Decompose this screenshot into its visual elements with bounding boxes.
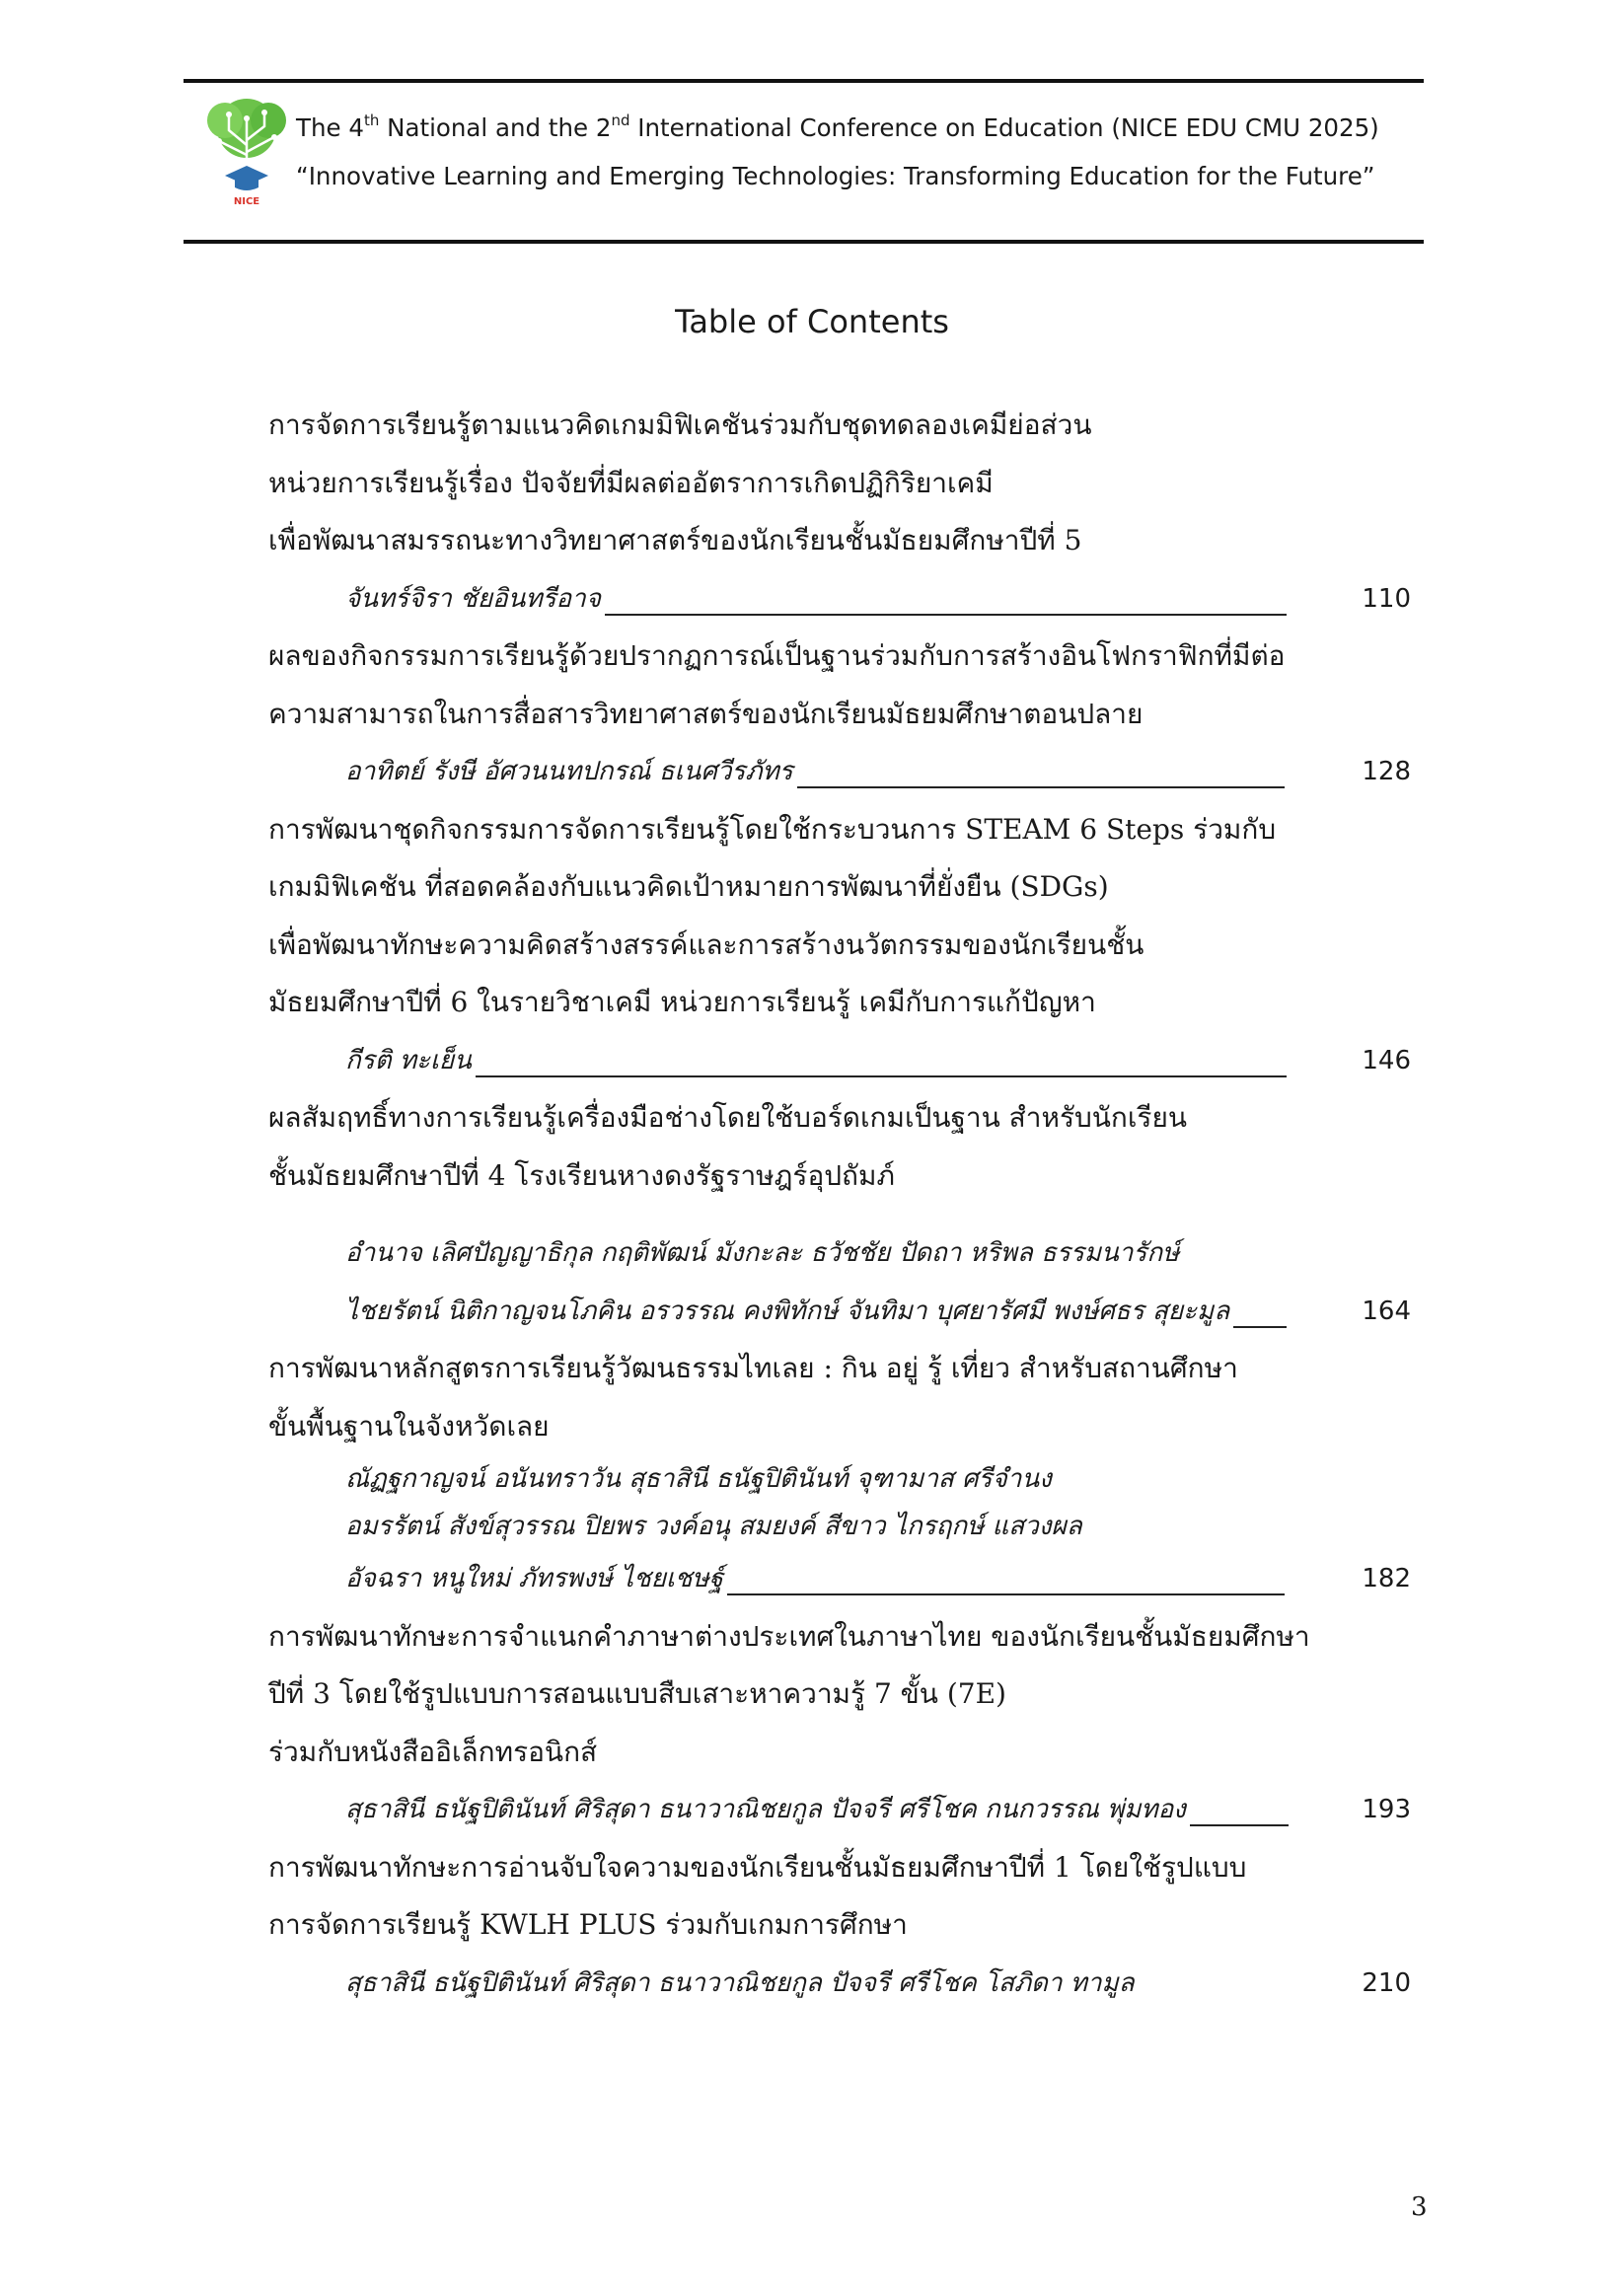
toc-leader-line bbox=[1190, 1824, 1289, 1826]
toc-entry[interactable] bbox=[268, 801, 1413, 1090]
logo-tree-crown-left bbox=[207, 103, 243, 138]
toc-entry-title-line: ขั้นพื้นฐานในจังหวัดเลย bbox=[268, 1409, 550, 1443]
toc-entry-authors: อัจฉรา หนูใหม่ ภัทรพงษ์ ไชยเชษฐ์ bbox=[345, 1564, 723, 1593]
toc-page-number: 128 bbox=[1362, 757, 1411, 786]
toc-entry-title-line: ชั้นมัธยมศึกษาปีที่ 4 โรงเรียนหางดงรัฐราษฎร์อุปถัมภ์ bbox=[268, 1158, 895, 1192]
toc-entry-title-line: เพื่อพัฒนาทักษะความคิดสร้างสรรค์และการสร้างนวัตกรรมของนักเรียนชั้น bbox=[268, 927, 1144, 961]
toc-entry-title-line: การพัฒนาทักษะการจำแนกคำภาษาต่างประเทศในภาษาไทย ของนักเรียนชั้นมัธยมศึกษา bbox=[268, 1619, 1310, 1653]
toc-entry-author-row bbox=[268, 1503, 1413, 1550]
toc-page-number: 210 bbox=[1362, 1967, 1411, 1998]
toc-entry-title-line: ร่วมกับหนังสืออิเล็กทรอนิกส์ bbox=[268, 1735, 598, 1768]
toc-entry[interactable] bbox=[268, 1839, 1413, 2013]
conference-name-part: The 4 bbox=[296, 113, 364, 142]
toc-entry-title-line: ผลสัมฤทธิ์ทางการเรียนรู้เครื่องมือช่างโดยใช้บอร์ดเกมเป็นฐาน สำหรับนักเรียน bbox=[268, 1101, 1187, 1134]
ordinal-suffix: nd bbox=[611, 111, 630, 129]
conference-header bbox=[296, 104, 1421, 200]
toc-entry[interactable] bbox=[268, 1340, 1413, 1608]
toc-entry-author-row bbox=[268, 1455, 1413, 1503]
toc-entry-author-row bbox=[268, 1550, 1413, 1608]
page-number: 3 bbox=[1411, 2192, 1428, 2222]
toc-page-number: 110 bbox=[1362, 583, 1411, 614]
toc-entry-title-line: หน่วยการเรียนรู้เรื่อง ปัจจัยที่มีผลต่ออัตราการเกิดปฏิกิริยาเคมี bbox=[268, 466, 994, 499]
toc-page-number: 193 bbox=[1362, 1795, 1411, 1824]
toc-entry-authors: อมรรัตน์ สังข์สุวรรณ ปิยพร วงค์อนุ สมยงค์ สีขาว ไกรฤกษ์ แสวงผล bbox=[345, 1512, 1082, 1541]
toc-entry-authors: สุธาสินี ธนัฐปิตินันท์ ศิริสุดา ธนาวาณิชยกูล ปัจจรี ศรีโชค กนกวรรณ พุ่มทอง bbox=[345, 1795, 1186, 1824]
toc-entry-title-line: เกมมิฟิเคชัน ที่สอดคล้องกับแนวคิดเป้าหมายการพัฒนาที่ยั่งยืน (SDGs) bbox=[268, 870, 1109, 903]
table-of-contents bbox=[268, 397, 1413, 2012]
logo-text: NICE bbox=[233, 196, 260, 207]
toc-entry-author-row bbox=[268, 570, 1413, 629]
header-rule-bottom bbox=[184, 240, 1424, 244]
toc-entry-authors: จันทร์จิรา ชัยอินทรีอาจ bbox=[345, 583, 601, 614]
conference-name-part: International Conference on Education (NICE EDU CMU 2025) bbox=[629, 113, 1379, 142]
toc-entry-title-line: เพื่อพัฒนาสมรรถนะทางวิทยาศาสตร์ของนักเรียนชั้นมัธยมศึกษาปีที่ 5 bbox=[268, 524, 1082, 556]
toc-entry-title-line: ความสามารถในการสื่อสารวิทยาศาสตร์ของนักเรียนมัธยมศึกษาตอนปลาย bbox=[268, 697, 1144, 730]
toc-entry-authors: กีรติ ทะเย็น bbox=[345, 1045, 472, 1075]
toc-entry-title-line: ปีที่ 3 โดยใช้รูปแบบการสอนแบบสืบเสาะหาความรู้ 7 ขั้น (7E) bbox=[268, 1677, 1006, 1710]
conference-name bbox=[296, 104, 1421, 152]
toc-entry-title-line: การพัฒนาหลักสูตรการเรียนรู้วัฒนธรรมไทเลย : กิน อยู่ รู้ เที่ยว สำหรับสถานศึกษา bbox=[268, 1352, 1238, 1384]
toc-entry-author-row bbox=[268, 1955, 1413, 2013]
toc-entry[interactable] bbox=[268, 628, 1413, 801]
toc-leader-line bbox=[1233, 1326, 1287, 1328]
toc-entry-author-row bbox=[268, 1224, 1413, 1283]
page-title: Table of Contents bbox=[675, 303, 949, 340]
toc-entry-authors: ณัฏฐกาญจน์ อนันทราวัน สุธาสินี ธนัฐปิตินันท์ จุฑามาส ศรีจำนง bbox=[345, 1464, 1052, 1494]
toc-entry-author-row bbox=[268, 743, 1413, 801]
logo-mortarboard-base bbox=[235, 180, 258, 190]
toc-entry-spacer bbox=[268, 1205, 1413, 1224]
toc-page-number: 182 bbox=[1362, 1564, 1411, 1593]
ordinal-suffix: th bbox=[363, 111, 380, 129]
toc-leader-line bbox=[605, 614, 1287, 616]
toc-entry-title-line: การพัฒนาชุดกิจกรรมการจัดการเรียนรู้โดยใช้กระบวนการ STEAM 6 Steps ร่วมกับ bbox=[268, 812, 1277, 846]
toc-entry-authors: ไชยรัตน์ นิติกาญจนโภคิน อรวรรณ คงพิทักษ์ จันทิมา บุศยารัศมี พงษ์ศธร สุยะมูล bbox=[345, 1296, 1230, 1326]
toc-entry-authors: สุธาสินี ธนัฐปิตินันท์ ศิริสุดา ธนาวาณิชยกูล ปัจจรี ศรีโชค โสภิดา ทามูล bbox=[345, 1967, 1135, 1998]
conference-theme: “Innovative Learning and Emerging Technologies: Transforming Education for the Future” bbox=[296, 162, 1375, 190]
toc-entry-authors: อำนาจ เลิศปัญญาธิกุล กฤติพัฒน์ มังกะละ ธวัชชัย ปัดถา หริพล ธรรมนารักษ์ bbox=[345, 1238, 1180, 1268]
toc-entry[interactable] bbox=[268, 397, 1413, 628]
toc-leader-line bbox=[797, 786, 1285, 788]
toc-entry-title-line: ผลของกิจกรรมการเรียนรู้ด้วยปรากฏการณ์เป็นฐานร่วมกับการสร้างอินโฟกราฟิกที่มีต่อ bbox=[268, 639, 1286, 672]
nice-logo-icon bbox=[197, 91, 296, 209]
toc-entry-title-line: มัธยมศึกษาปีที่ 6 ในรายวิชาเคมี หน่วยการเรียนรู้ เคมีกับการแก้ปัญหา bbox=[268, 986, 1096, 1018]
toc-entry[interactable] bbox=[268, 1089, 1413, 1340]
toc-page-number: 146 bbox=[1362, 1045, 1411, 1075]
toc-entry-author-row bbox=[268, 1781, 1413, 1839]
toc-entry-title-line: การจัดการเรียนรู้ตามแนวคิดเกมมิฟิเคชันร่วมกับชุดทดลองเคมีย่อส่วน bbox=[268, 408, 1092, 441]
conference-name-part: National and the 2 bbox=[379, 113, 612, 142]
toc-entry-authors: อาทิตย์ รังษี อัศวนนทปกรณ์ ธเนศวีรภัทร bbox=[345, 757, 793, 786]
toc-entry-title-line: การจัดการเรียนรู้ KWLH PLUS ร่วมกับเกมการศึกษา bbox=[268, 1908, 908, 1941]
toc-entry-title-line: การพัฒนาทักษะการอ่านจับใจความของนักเรียนชั้นมัธยมศึกษาปีที่ 1 โดยใช้รูปแบบ bbox=[268, 1850, 1247, 1884]
toc-page-number: 164 bbox=[1362, 1296, 1411, 1326]
toc-leader-line bbox=[727, 1593, 1285, 1595]
toc-leader-line bbox=[476, 1075, 1287, 1077]
toc-entry-author-row bbox=[268, 1032, 1413, 1090]
toc-entry-author-row bbox=[268, 1283, 1413, 1341]
toc-entry[interactable] bbox=[268, 1608, 1413, 1839]
header-rule-top bbox=[184, 79, 1424, 83]
